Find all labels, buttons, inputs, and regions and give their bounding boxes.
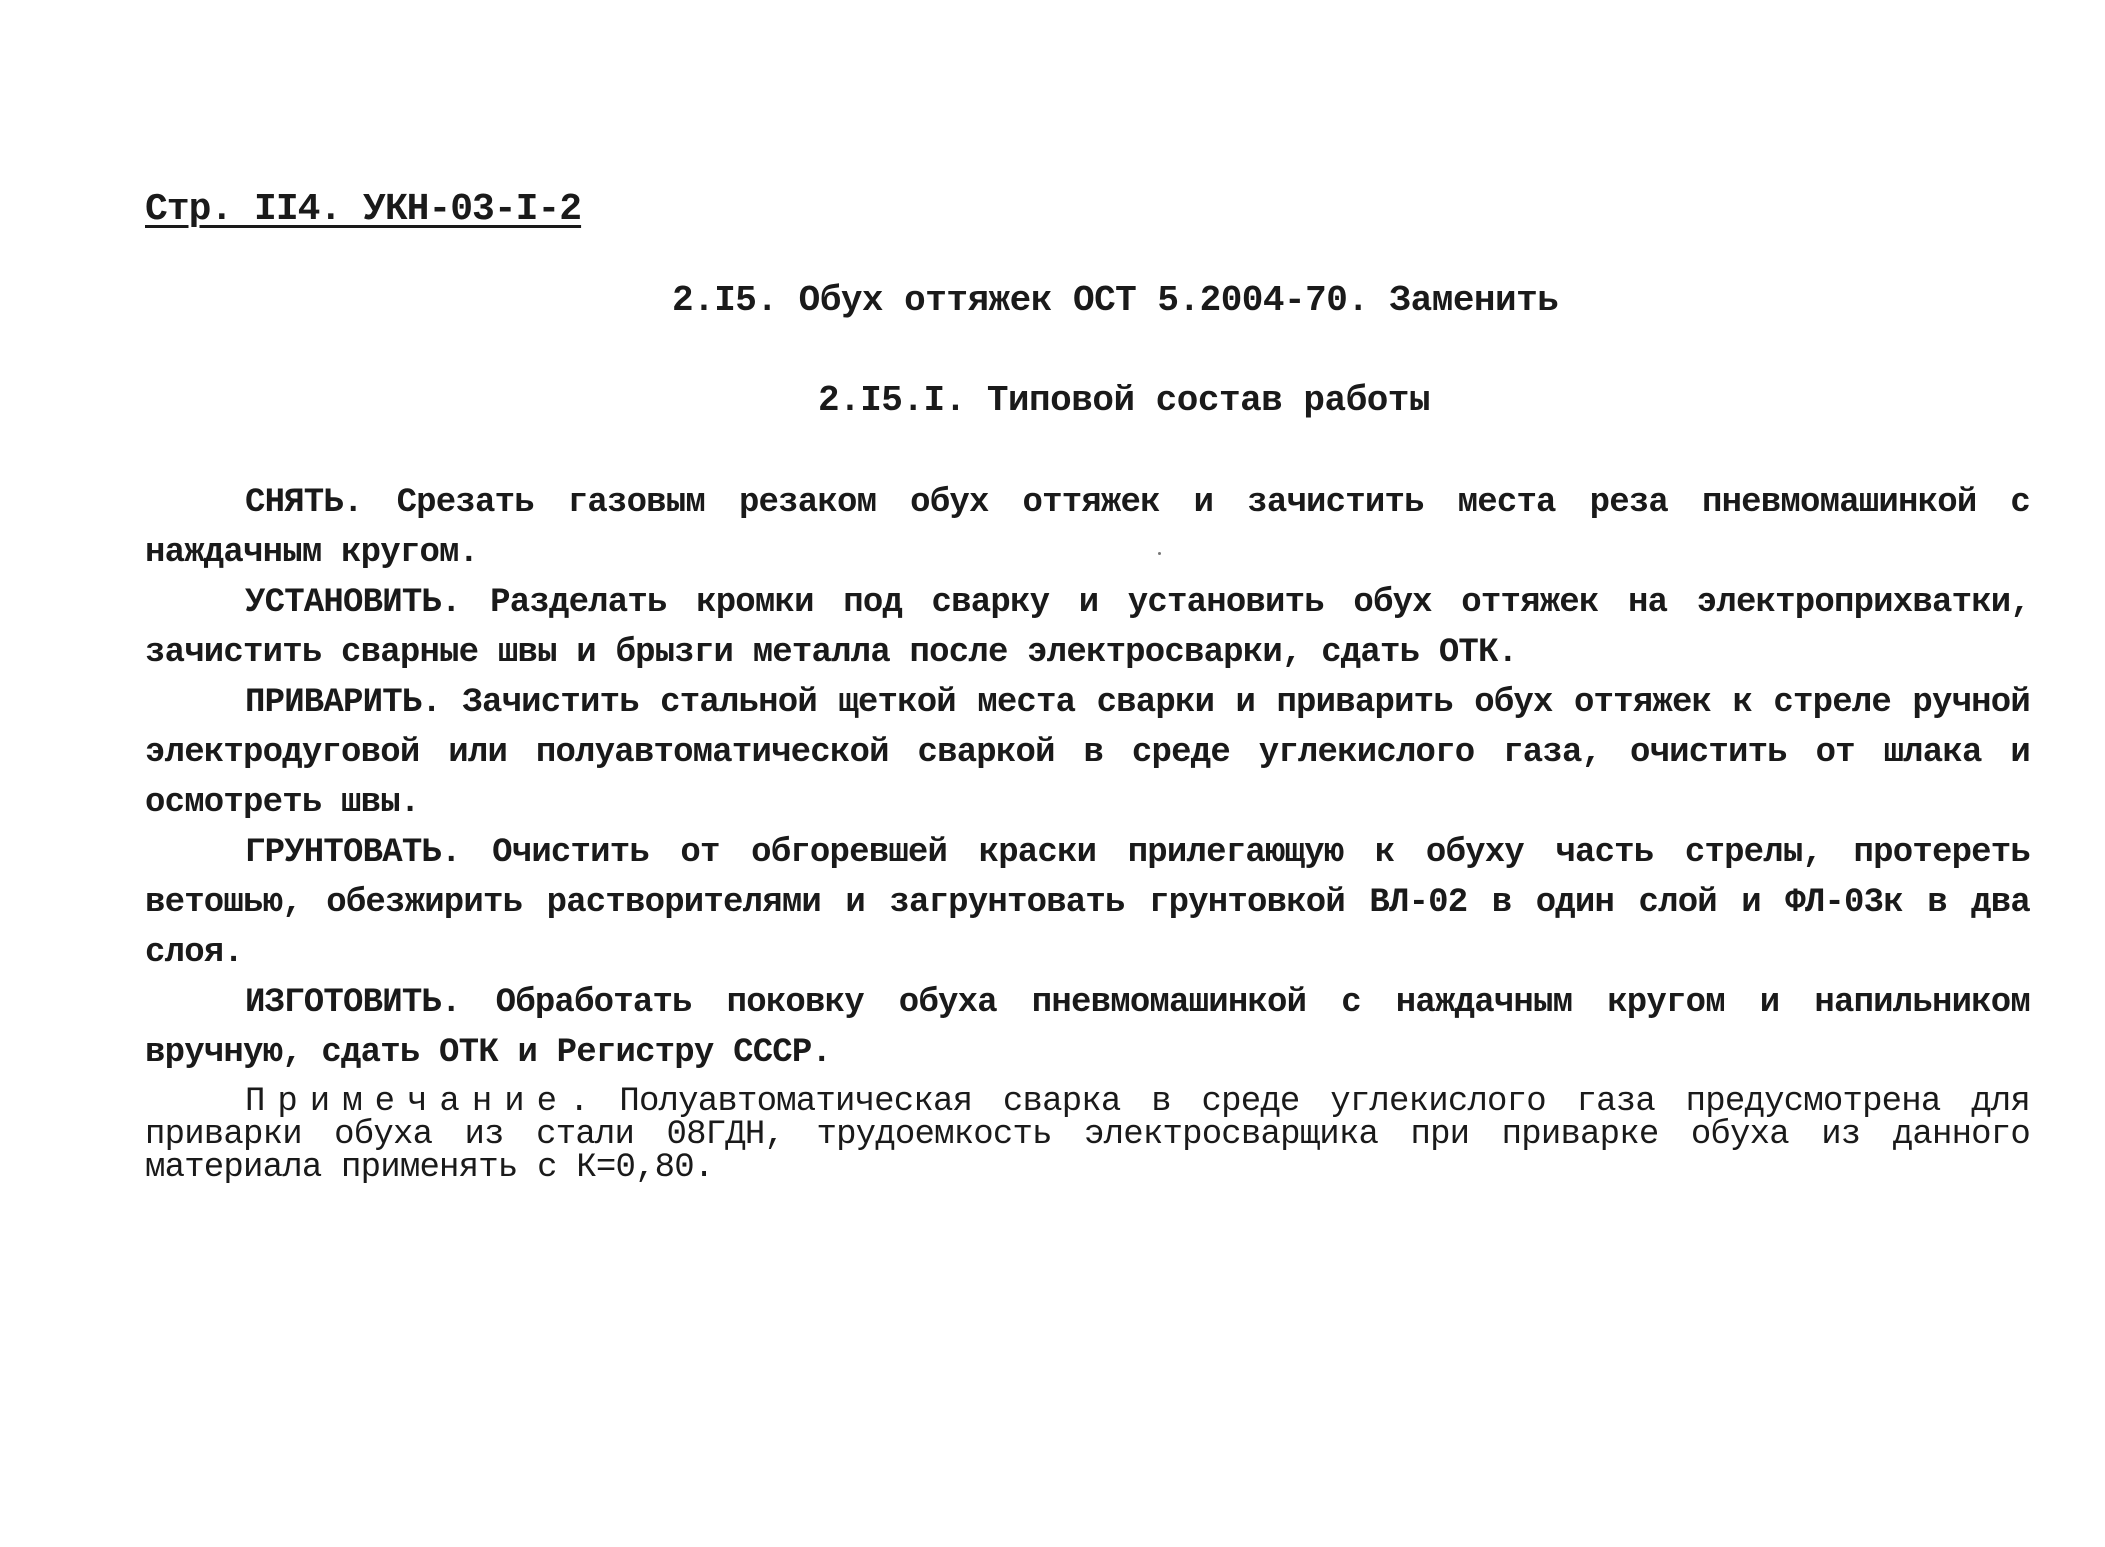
- note-text: . Полуавтоматическая сварка в среде углекислого газа предусмотрена для приварки обуха из стали 08ГДН, трудоемкость электросварщика при приварке обуха из данного материала применять с К=0,80.: [145, 1083, 2030, 1187]
- step-keyword: СНЯТЬ.: [245, 484, 363, 522]
- step-paragraph-weld: [145, 678, 2030, 828]
- section-heading: 2.I5. Обух оттяжек ОСТ 5.2004-70. Заменить: [672, 280, 1559, 321]
- step-text: Разделать кромки под сварку и установить обух оттяжек на электроприхватки, зачистить сварные швы и брызги металла после электросварки, сдать ОТК.: [145, 584, 2030, 672]
- step-keyword: УСТАНОВИТЬ.: [245, 584, 461, 622]
- step-text: Зачистить стальной щеткой места сварки и приварить обух оттяжек к стреле ручной электродуговой или полуавтоматической сваркой в среде углекислого газа, очистить от шлака и осмотреть швы.: [145, 684, 2030, 822]
- step-keyword: ПРИВАРИТЬ.: [245, 684, 442, 722]
- work-steps: [145, 478, 2030, 1078]
- step-text: Срезать газовым резаком обух оттяжек и зачистить места реза пневмомашинкой с наждачным кругом.: [145, 484, 2030, 572]
- step-keyword: ГРУНТОВАТЬ.: [245, 834, 461, 872]
- note-label: Примечание: [245, 1083, 570, 1121]
- page-reference: Стр. II4. УКН-03-I-2: [145, 188, 582, 231]
- step-paragraph-prime: [145, 828, 2030, 978]
- step-paragraph-manufacture: [145, 978, 2030, 1078]
- step-paragraph-install: [145, 578, 2030, 678]
- step-text: Очистить от обгоревшей краски прилегающую к обуху часть стрелы, протереть ветошью, обезжирить растворителями и загрунтовать грунтовкой ВЛ-02 в один слой и ФЛ-03к в два слоя.: [145, 834, 2030, 972]
- step-text: Обработать поковку обуха пневмомашинкой с наждачным кругом и напильником вручную, сдать ОТК и Регистру СССР.: [145, 984, 2030, 1072]
- subsection-heading: 2.I5.I. Типовой состав работы: [818, 380, 1431, 421]
- step-keyword: ИЗГОТОВИТЬ.: [245, 984, 461, 1022]
- step-paragraph-remove: [145, 478, 2030, 578]
- note-paragraph: [145, 1083, 2030, 1187]
